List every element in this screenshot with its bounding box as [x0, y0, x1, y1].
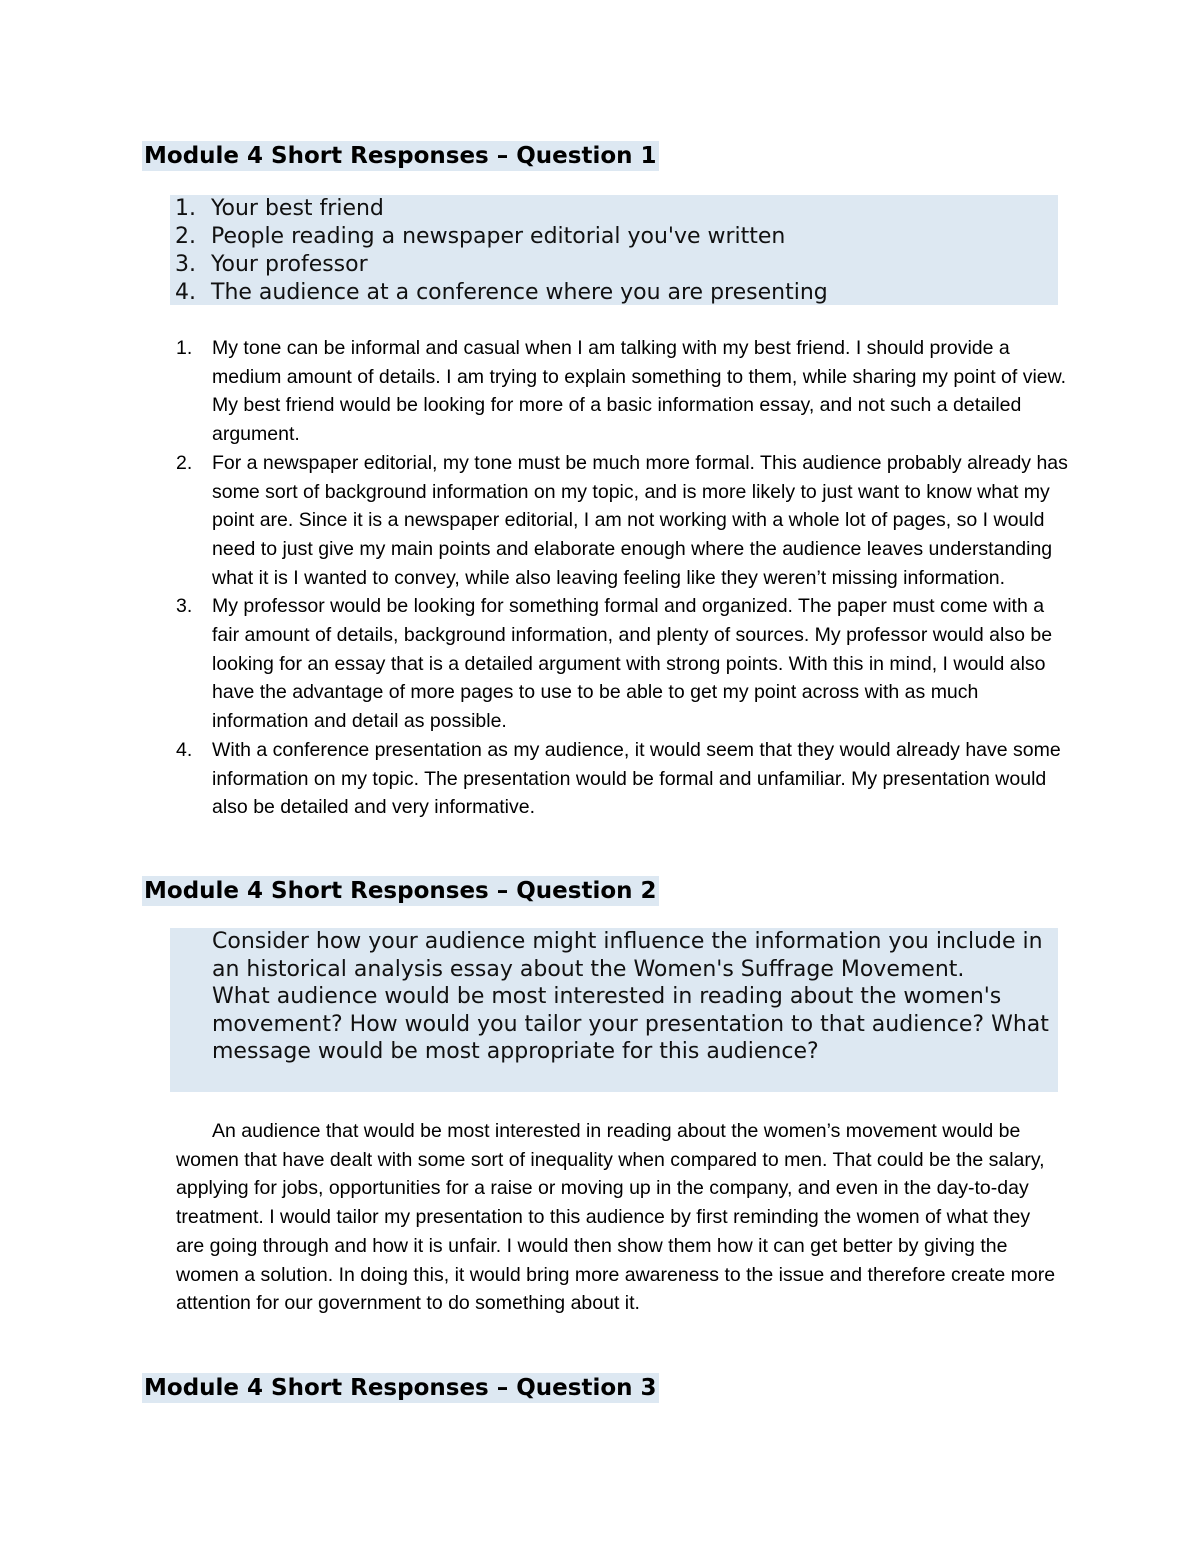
prompt-item-text: Your best friend: [211, 196, 384, 221]
answer-text: For a newspaper editorial, my tone must be much more formal. This audience probably already has some sort of background information on my topic, and is more likely to just want to know what my point are. Since it is a newspaper editorial, I am not working with a whole lot of pages, so I would need to just give my main points and elaborate enough where the audience leaves understanding what it is I wanted to convey, while also leaving feeling like they weren’t missing information.: [212, 451, 1068, 589]
answer-text: My tone can be informal and casual when I am talking with my best friend. I should provide a medium amount of details. I am trying to explain something to them, while sharing my point of view. My best friend would be looking for more of a basic information essay, and not such a detailed argument.: [212, 337, 1067, 446]
prompt-item-number: 1.: [175, 196, 196, 221]
answer-item: [170, 592, 1070, 736]
answer-list: [170, 334, 1070, 822]
question-3-heading: Module 4 Short Responses – Question 3: [144, 1375, 657, 1401]
question-1-heading: Module 4 Short Responses – Question 1: [144, 143, 657, 169]
prompt-item: [170, 251, 1058, 279]
prompt-item: [170, 279, 1058, 307]
question-1-prompt-list: [170, 195, 1058, 307]
prompt-item-number: 3.: [175, 252, 196, 277]
answer-item: [170, 736, 1070, 822]
answer-number: 2.: [176, 451, 193, 474]
question-2-prompt-box: [170, 928, 1058, 1092]
prompt-item-number: 4.: [175, 280, 196, 305]
question-1-answers: [170, 334, 1070, 822]
answer-item: [170, 449, 1070, 593]
prompt-item-text: The audience at a conference where you are presenting: [211, 280, 828, 305]
answer-text: With a conference presentation as my audience, it would seem that they would already have some information on my topic. The presentation would be formal and unfamiliar. My presentation would also be detailed and very informative.: [212, 738, 1061, 819]
answer-item: [170, 334, 1070, 449]
question-2-prompt-line: What audience would be most interested in reading about the women's movement? How would you tailor your presentation to that audience? What message would be most appropriate for this audience?: [212, 984, 1049, 1064]
question-2-heading: Module 4 Short Responses – Question 2: [144, 878, 657, 904]
prompt-item: [170, 195, 1058, 223]
prompt-item-text: Your professor: [211, 252, 368, 277]
prompt-item-number: 2.: [175, 224, 196, 249]
answer-number: 3.: [176, 595, 193, 618]
question-1-prompt-box: [170, 195, 1058, 305]
question-2-answer: An audience that would be most interested in reading about the women’s movement would be women that have dealt with some sort of inequality when compared to men. That could be the salary, applying for jobs, opportunities for a raise or moving up in the company, and even in the day-to-day treatment. I would tailor my presentation to this audience by first reminding the women of what they are going through and how it is unfair. I would then show them how it can get better by giving the women a solution. In doing this, it would bring more awareness to the issue and therefore create more attention for our government to do something about it.: [176, 1120, 1056, 1315]
prompt-item: [170, 223, 1058, 251]
answer-text: My professor would be looking for something formal and organized. The paper must come with a fair amount of details, background information, and plenty of sources. My professor would also be looking for an essay that is a detailed argument with strong points. With this in mind, I would also have the advantage of more pages to use to be able to get my point across with as much information and detail as possible.: [212, 595, 1053, 733]
prompt-item-text: People reading a newspaper editorial you've written: [211, 224, 786, 249]
answer-number: 1.: [176, 337, 193, 359]
question-2-prompt-line: Consider how your audience might influence the information you include in an historical analysis essay about the Women's Suffrage Movement.: [212, 929, 1043, 982]
answer-number: 4.: [176, 738, 193, 761]
